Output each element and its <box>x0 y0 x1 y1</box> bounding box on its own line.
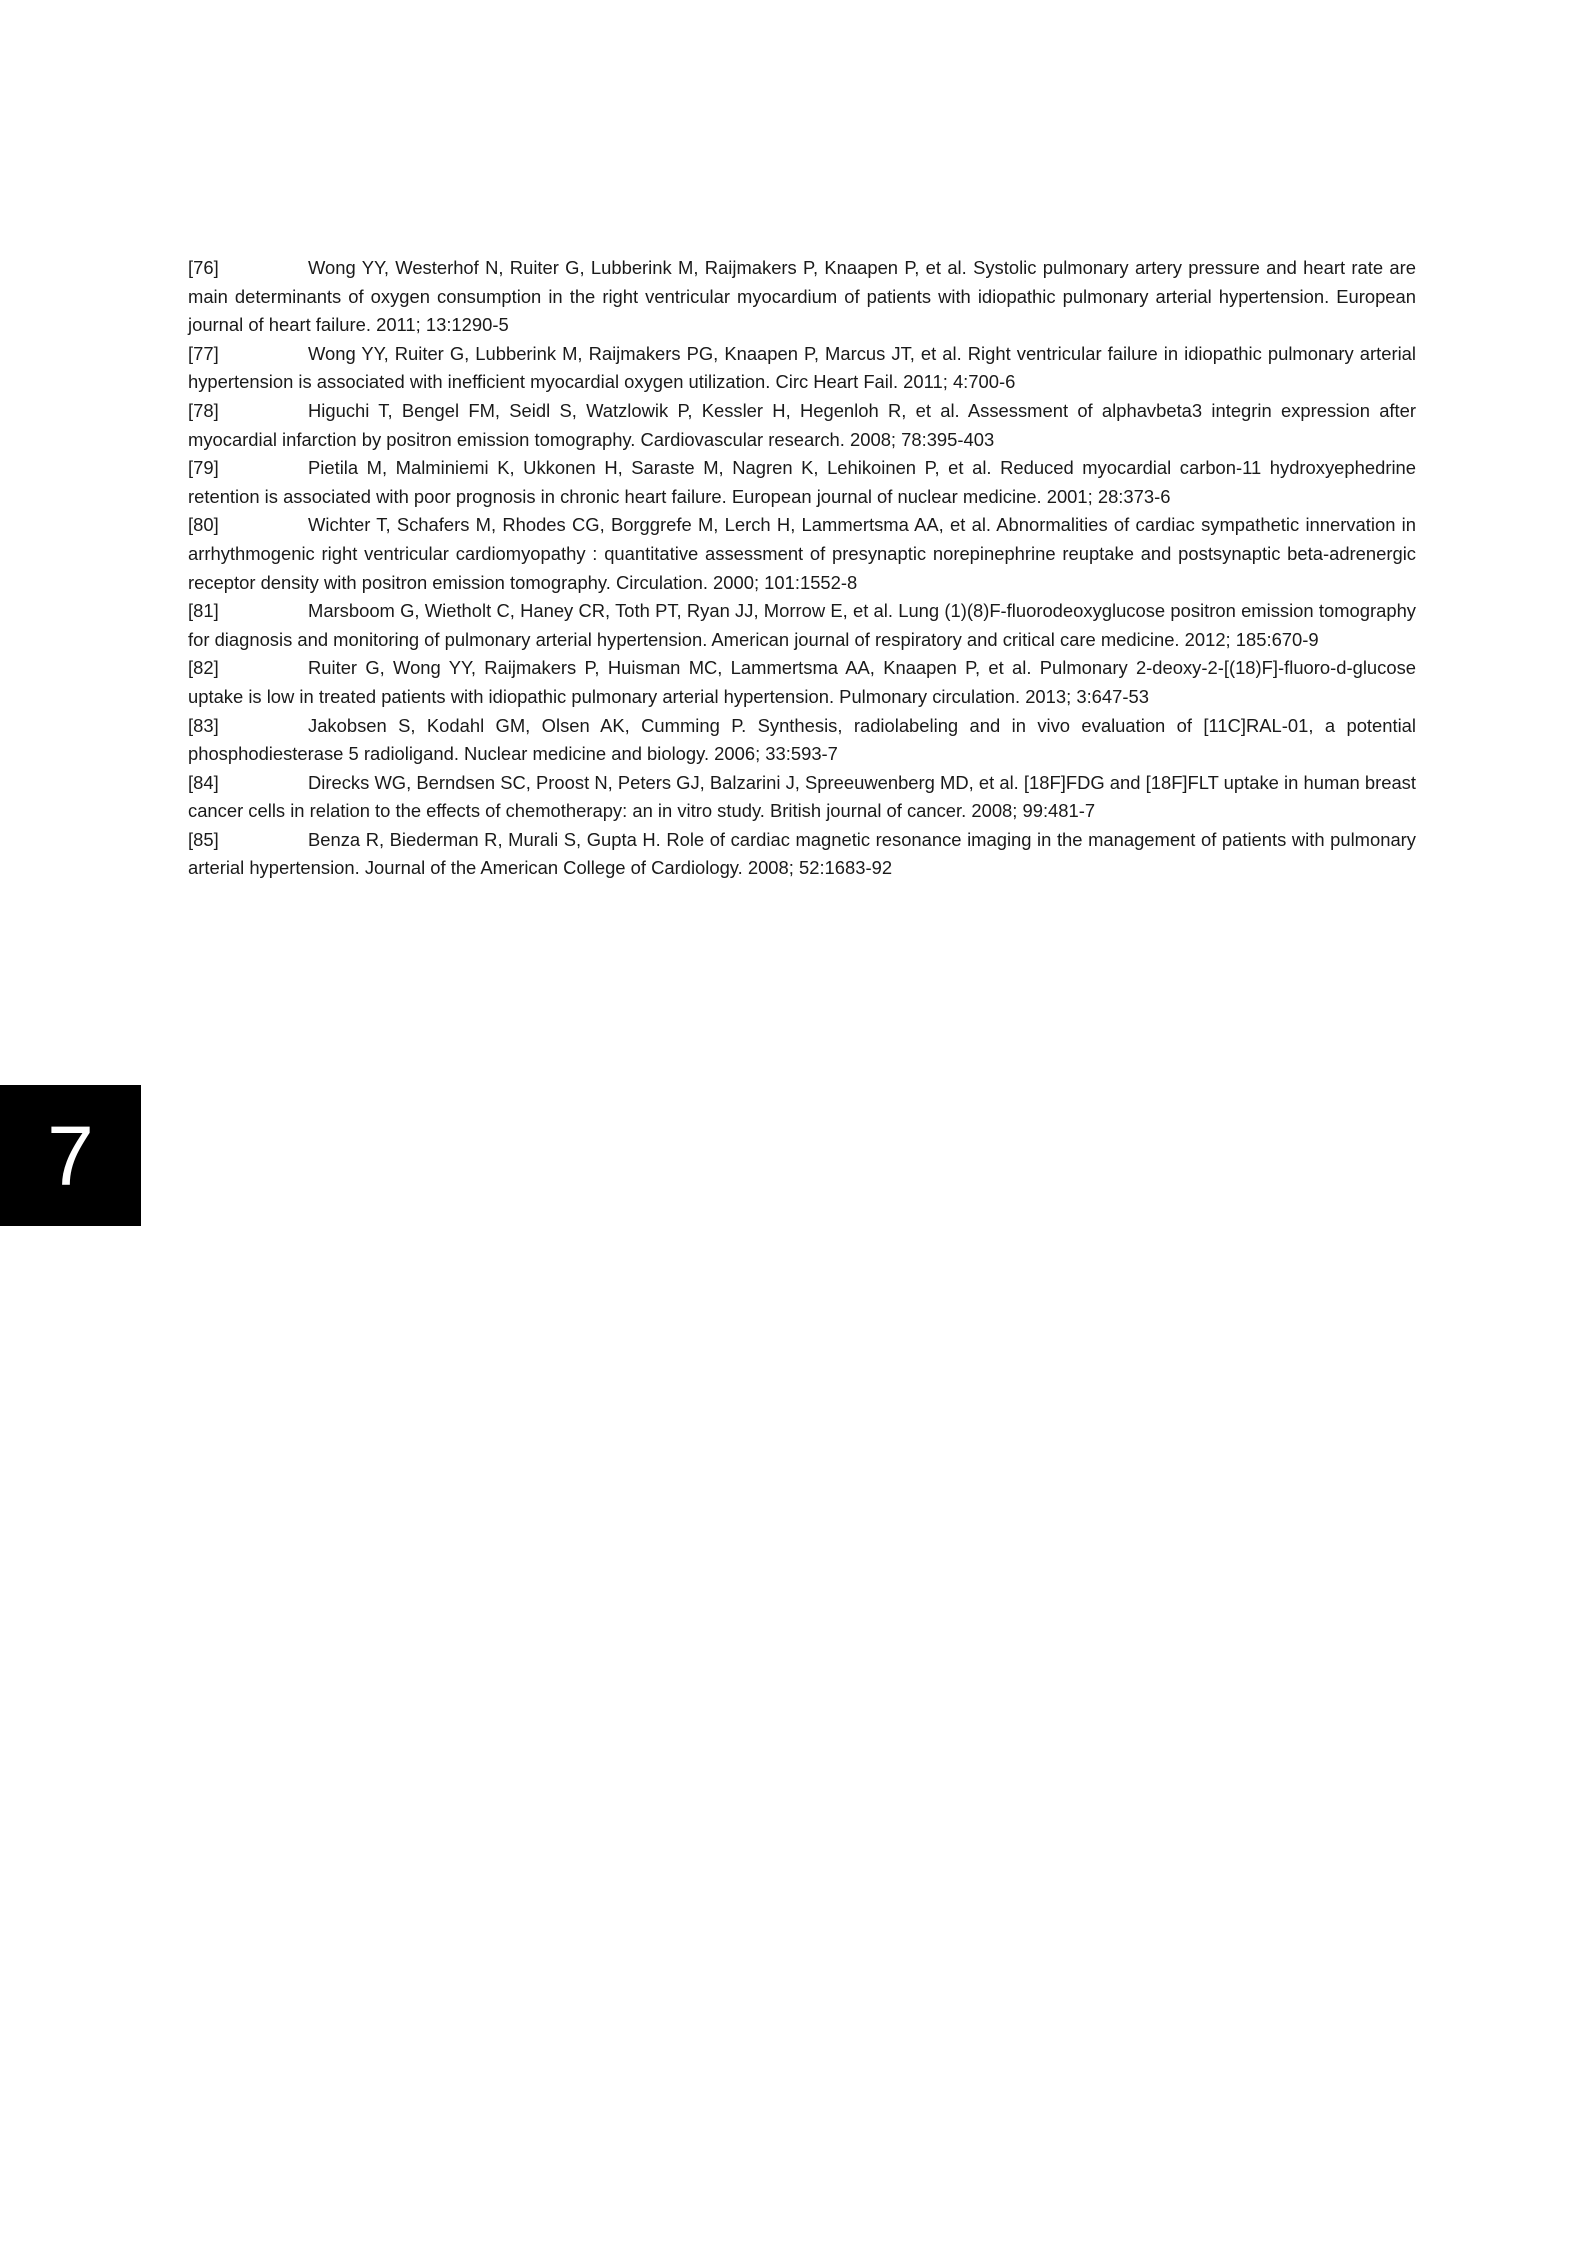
reference-number: [85] <box>188 828 219 850</box>
reference-text: Direcks WG, Berndsen SC, Proost N, Peters GJ, Balzarini J, Spreeuwenberg MD, et al. [18F]FDG and [18F]FLT uptake in human breast cancer cells in relation to the effects of chemotherapy: an in vitro study. British journal of cancer. 2008; 99:481-7 <box>188 771 1416 822</box>
reference-text: Pietila M, Malminiemi K, Ukkonen H, Saraste M, Nagren K, Lehikoinen P, et al. Reduced myocardial carbon-11 hydroxyephedrine retention is associated with poor prognosis in chronic heart failure. European journal of nuclear medicine. 2001; 28:373-6 <box>188 457 1416 507</box>
reference-text: Wichter T, Schafers M, Rhodes CG, Borggrefe M, Lerch H, Lammertsma AA, et al. Abnormalities of cardiac sympathetic innervation in arrhythmogenic right ventricular cardiomyopathy : quantitative assessment of presynaptic norepinephrine reuptake and postsynaptic beta-adrenergic receptor density with positron emission tomography. Circulation. 2000; 101:1552-8 <box>188 514 1416 593</box>
reference-text: Jakobsen S, Kodahl GM, Olsen AK, Cumming P. Synthesis, radiolabeling and in vivo evaluation of [11C]RAL-01, a potential phosphodiesterase 5 radioligand. Nuclear medicine and biology. 2006; 33:593-7 <box>188 714 1416 765</box>
reference-item <box>188 254 1416 340</box>
reference-text: Wong YY, Westerhof N, Ruiter G, Lubberink M, Raijmakers P, Knaapen P, et al. Systolic pulmonary artery pressure and heart rate are main determinants of oxygen consumption in the right ventricular myocardium of patients with idiopathic pulmonary arterial hypertension. European journal of heart failure. 2011; 13:1290-5 <box>188 257 1416 336</box>
reference-item <box>188 340 1416 397</box>
reference-number: [81] <box>188 600 219 622</box>
reference-number: [82] <box>188 657 219 679</box>
reference-number: [77] <box>188 342 219 364</box>
reference-text: Wong YY, Ruiter G, Lubberink M, Raijmakers PG, Knaapen P, Marcus JT, et al. Right ventricular failure in idiopathic pulmonary arterial hypertension is associated with inefficient myocardial oxygen utilization. Circ Heart Fail. 2011; 4:700-6 <box>188 342 1416 393</box>
reference-item <box>188 712 1416 769</box>
reference-text: Benza R, Biederman R, Murali S, Gupta H. Role of cardiac magnetic resonance imaging in the management of patients with pulmonary arterial hypertension. Journal of the American College of Cardiology. 2008; 52:1683-92 <box>188 828 1416 879</box>
reference-text: Marsboom G, Wietholt C, Haney CR, Toth PT, Ryan JJ, Morrow E, et al. Lung (1)(8)F-fluorodeoxyglucose positron emission tomography for diagnosis and monitoring of pulmonary arterial hypertension. American journal of respiratory and critical care medicine. 2012; 185:670-9 <box>188 600 1416 650</box>
reference-text: Higuchi T, Bengel FM, Seidl S, Watzlowik P, Kessler H, Hegenloh R, et al. Assessment of alphavbeta3 integrin expression after myocardial infarction by positron emission tomography. Cardiovascular research. 2008; 78:395-403 <box>188 399 1416 450</box>
chapter-number: 7 <box>47 1108 94 1203</box>
reference-list <box>188 254 1416 883</box>
reference-item <box>188 597 1416 654</box>
reference-item <box>188 454 1416 511</box>
reference-item <box>188 397 1416 454</box>
reference-number: [78] <box>188 399 219 421</box>
reference-number: [84] <box>188 771 219 793</box>
reference-item <box>188 654 1416 711</box>
chapter-tab <box>0 1085 141 1226</box>
reference-text: Ruiter G, Wong YY, Raijmakers P, Huisman MC, Lammertsma AA, Knaapen P, et al. Pulmonary 2-deoxy-2-[(18)F]-fluoro-d-glucose uptake is low in treated patients with idiopathic pulmonary arterial hypertension. Pulmonary circulation. 2013; 3:647-53 <box>188 657 1416 707</box>
reference-number: [76] <box>188 257 219 278</box>
reference-number: [79] <box>188 457 219 479</box>
reference-item <box>188 826 1416 883</box>
reference-item <box>188 511 1416 597</box>
reference-number: [83] <box>188 714 219 736</box>
reference-item <box>188 769 1416 826</box>
reference-number: [80] <box>188 514 219 536</box>
